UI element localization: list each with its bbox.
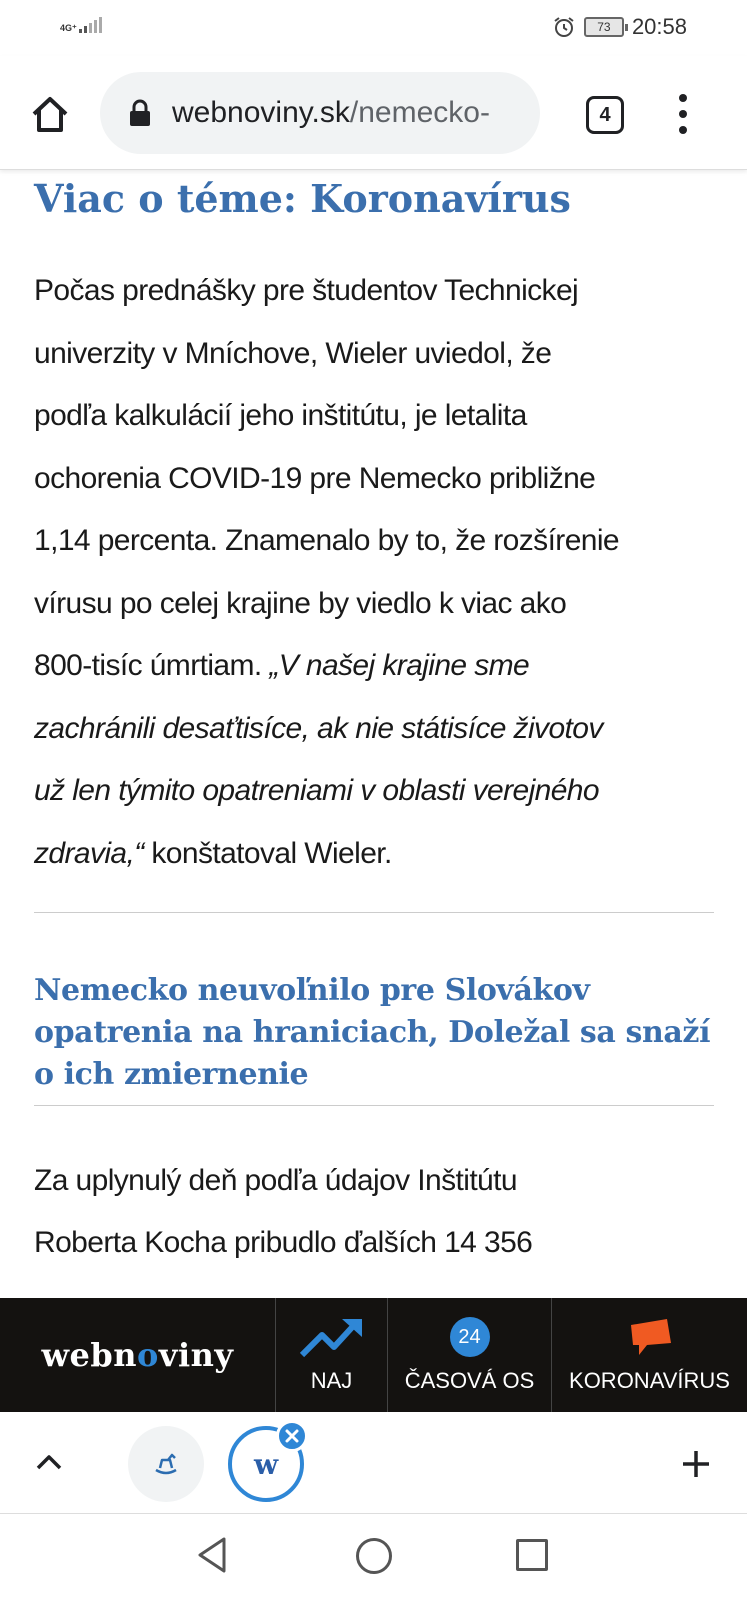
quote-text: zdravia,“ xyxy=(34,836,144,870)
paragraph-text: 800-tisíc úmrtiam. xyxy=(34,649,270,682)
paragraph-line: Počas prednášky pre študentov Technickej xyxy=(34,274,579,307)
paragraph-line: Za uplynulý deň podľa údajov Inštitútu xyxy=(34,1164,517,1197)
rocking-horse-icon xyxy=(152,1452,180,1476)
paragraph-line: ochorenia COVID-19 pre Nemecko približne xyxy=(34,461,596,495)
home-icon[interactable] xyxy=(28,92,72,136)
logo-text: webnoviny xyxy=(41,1336,234,1374)
system-nav-bar xyxy=(0,1514,747,1599)
quote-text: už len týmito opatreniami v oblasti verejného xyxy=(34,774,599,807)
nav-item-casova-os[interactable] xyxy=(388,1298,552,1412)
status-right xyxy=(552,14,687,40)
article-paragraph xyxy=(34,260,714,885)
more-topic-link[interactable]: Viac o téme: Koronavírus xyxy=(34,176,571,221)
status-bar xyxy=(0,0,747,56)
more-vert-icon[interactable] xyxy=(677,94,689,134)
paragraph-line: Roberta Kocha pribudlo ďalších 14 356 xyxy=(34,1226,533,1259)
nav-item-naj[interactable] xyxy=(276,1298,388,1412)
url-text xyxy=(172,96,490,130)
signal-icon xyxy=(79,15,102,33)
site-logo[interactable] xyxy=(0,1298,276,1412)
nav-label: ČASOVÁ OS xyxy=(404,1368,535,1393)
paragraph-text: konštatoval Wieler. xyxy=(143,836,392,870)
trending-up-icon xyxy=(300,1315,364,1359)
signal-indicator xyxy=(60,15,102,33)
tab-favicon: w xyxy=(253,1447,279,1481)
clock: 20:58 xyxy=(631,14,687,39)
browser-toolbar xyxy=(0,56,747,170)
paragraph-line xyxy=(34,635,714,698)
divider xyxy=(34,912,714,913)
chevron-up-icon[interactable] xyxy=(34,1448,64,1478)
megaphone-icon xyxy=(627,1317,673,1357)
paragraph-line xyxy=(34,698,714,761)
nav-label: NAJ xyxy=(310,1368,353,1393)
lock-icon xyxy=(128,99,152,127)
plus-icon[interactable] xyxy=(680,1448,712,1480)
article-content xyxy=(0,170,747,1298)
alarm-icon xyxy=(552,15,576,39)
home-circle-icon[interactable] xyxy=(356,1538,392,1574)
back-icon[interactable] xyxy=(196,1536,228,1574)
quote-text: zachránili desaťtisíce, ak nie státisíce životov xyxy=(34,711,603,745)
network-type-label: 4G⁺ xyxy=(60,23,77,33)
timeline-badge-icon: 24 xyxy=(450,1317,490,1357)
tabs-icon[interactable]: 4 xyxy=(586,96,624,134)
paragraph-line: podľa kalkulácií jeho inštitútu, je letalita xyxy=(34,399,527,432)
related-line: Nemecko neuvoľnilo pre Slovákov xyxy=(34,973,590,1008)
paragraph-line xyxy=(34,823,714,886)
tab-thumbnail[interactable] xyxy=(128,1426,204,1502)
related-line: opatrenia na hraniciach, Doležal sa snaží xyxy=(34,1015,711,1050)
related-article-link[interactable] xyxy=(34,970,724,1096)
paragraph-line: 1,14 percenta. Znamenalo by to, že rozšírenie xyxy=(34,524,620,557)
paragraph-line: univerzity v Mníchove, Wieler uviedol, že xyxy=(34,336,552,370)
nav-item-koronavirus[interactable] xyxy=(552,1298,747,1412)
site-nav-bar xyxy=(0,1298,747,1412)
tab-switcher-bar xyxy=(0,1412,747,1514)
battery-icon: 73 xyxy=(584,17,624,37)
recents-icon[interactable] xyxy=(516,1539,548,1571)
related-line: o ich zmiernenie xyxy=(34,1057,309,1092)
paragraph-line: vírusu po celej krajine by viedlo k viac ako xyxy=(34,586,567,620)
url-path: /nemecko- xyxy=(349,96,490,129)
url-host: webnoviny.sk xyxy=(172,96,350,129)
quote-text: „V našej krajine sme xyxy=(269,649,530,682)
divider xyxy=(34,1105,714,1106)
close-icon[interactable] xyxy=(276,1420,308,1452)
address-bar[interactable] xyxy=(100,72,540,154)
nav-label: KORONAVÍRUS xyxy=(569,1368,730,1393)
paragraph-line xyxy=(34,760,714,823)
article-paragraph xyxy=(34,1150,714,1274)
